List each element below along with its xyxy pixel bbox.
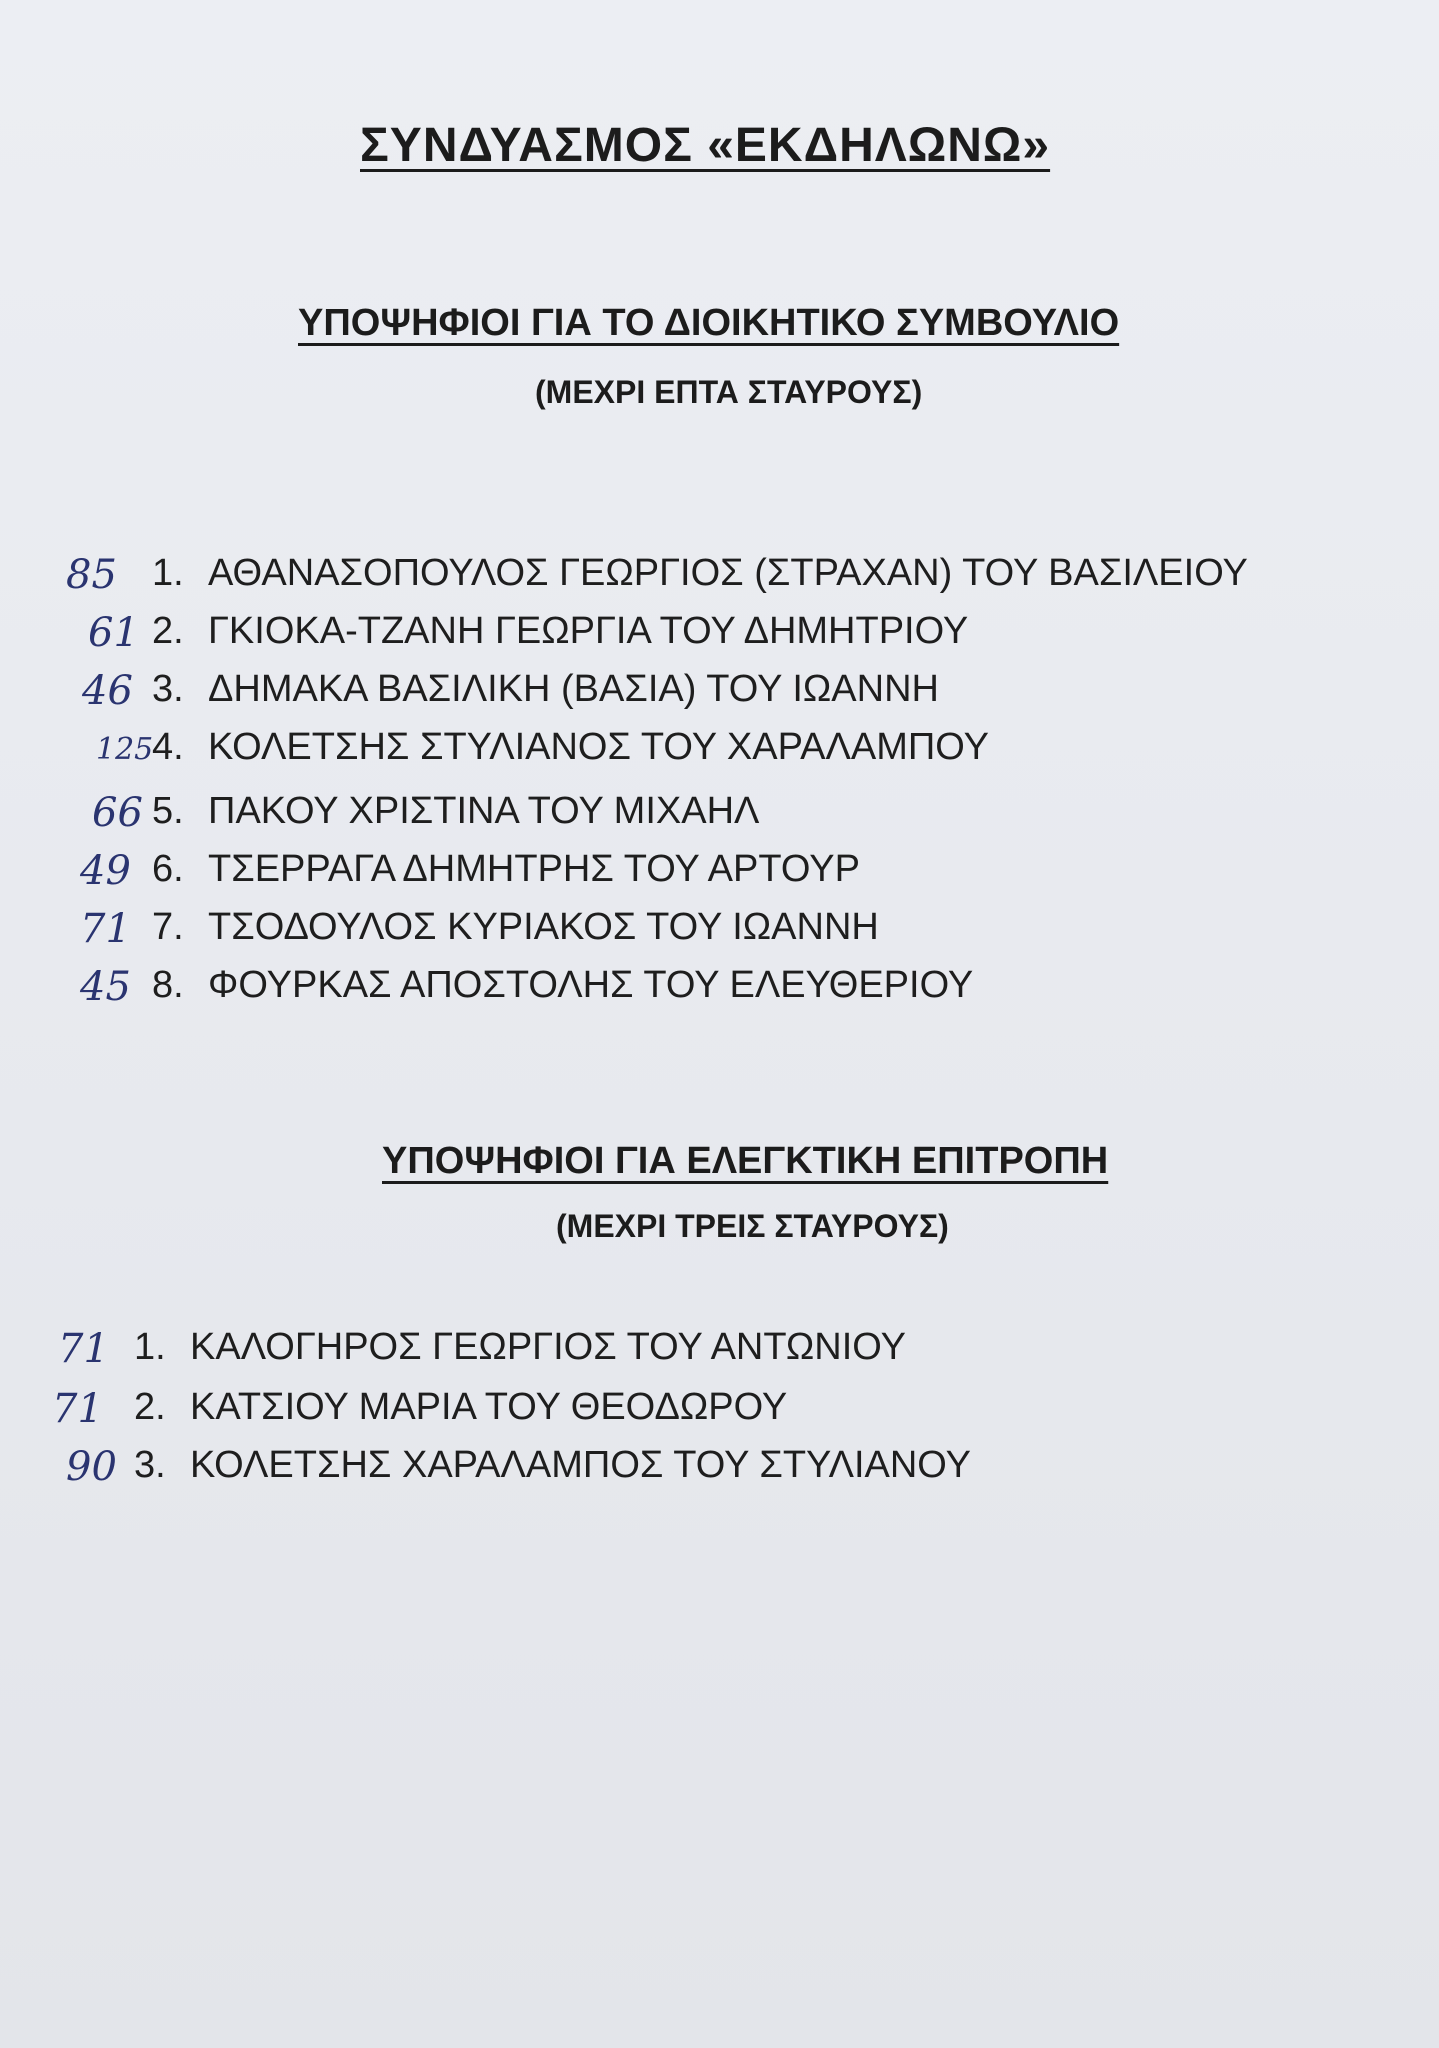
candidate-row <box>152 726 989 769</box>
candidate-name: ΦΟΥΡΚΑΣ ΑΠΟΣΤΟΛΗΣ ΤΟΥ ΕΛΕΥΘΕΡΙΟΥ <box>208 964 974 1006</box>
candidate-name: ΓΚΙΟΚΑ-ΤΖΑΝΗ ΓΕΩΡΓΙΑ ΤΟΥ ΔΗΜΗΤΡΙΟΥ <box>208 610 969 652</box>
candidate-row <box>152 790 759 833</box>
candidate-row <box>152 610 968 653</box>
candidate-number: 1. <box>152 552 184 594</box>
candidate-row <box>134 1444 971 1487</box>
handwritten-vote-count: 71 <box>80 906 131 952</box>
candidate-name: ΚΑΤΣΙΟΥ ΜΑΡΙΑ ΤΟΥ ΘΕΟΔΩΡΟΥ <box>190 1386 788 1428</box>
handwritten-vote-count: 125 <box>96 732 154 767</box>
candidate-row <box>134 1386 787 1429</box>
candidate-name: ΤΣΟΔΟΥΛΟΣ ΚΥΡΙΑΚΟΣ ΤΟΥ ΙΩΑΝΝΗ <box>208 906 879 948</box>
candidate-number: 3. <box>152 668 184 710</box>
candidate-number: 2. <box>152 610 184 652</box>
candidate-name: ΚΑΛΟΓΗΡΟΣ ΓΕΩΡΓΙΟΣ ΤΟΥ ΑΝΤΩΝΙΟΥ <box>190 1326 906 1368</box>
ballot-title: ΣΥΝΔΥΑΣΜΟΣ «ΕΚΔΗΛΩΝΩ» <box>360 119 1051 172</box>
candidate-row <box>152 906 879 949</box>
candidate-row <box>152 848 860 891</box>
candidate-name: ΠΑΚΟΥ ΧΡΙΣΤΙΝΑ ΤΟΥ ΜΙΧΑΗΛ <box>208 790 760 832</box>
candidate-name: ΔΗΜΑΚΑ ΒΑΣΙΛΙΚΗ (ΒΑΣΙΑ) ΤΟΥ ΙΩΑΝΝΗ <box>208 668 939 710</box>
candidate-row <box>152 552 1248 595</box>
handwritten-vote-count: 85 <box>66 552 117 598</box>
handwritten-vote-count: 71 <box>52 1386 103 1432</box>
candidate-number: 5. <box>152 790 184 832</box>
candidate-name: ΑΘΑΝΑΣΟΠΟΥΛΟΣ ΓΕΩΡΓΙΟΣ (ΣΤΡΑΧΑΝ) ΤΟΥ ΒΑΣΙΛΕΙΟΥ <box>208 552 1248 594</box>
audit-section-heading: ΥΠΟΨΗΦΙΟΙ ΓΙΑ ΕΛΕΓΚΤΙΚΗ ΕΠΙΤΡΟΠΗ <box>382 1140 1109 1182</box>
candidate-number: 2. <box>134 1386 166 1428</box>
handwritten-vote-count: 66 <box>92 790 143 836</box>
candidate-name: ΚΟΛΕΤΣΗΣ ΣΤΥΛΙΑΝΟΣ ΤΟΥ ΧΑΡΑΛΑΜΠΟΥ <box>208 726 989 768</box>
candidate-row <box>134 1326 906 1369</box>
handwritten-vote-count: 71 <box>58 1326 109 1372</box>
handwritten-vote-count: 49 <box>80 848 131 894</box>
candidate-row <box>152 668 939 711</box>
audit-section-subheading: (ΜΕΧΡΙ ΤΡΕΙΣ ΣΤΑΥΡΟΥΣ) <box>556 1208 949 1244</box>
candidate-number: 7. <box>152 906 184 948</box>
candidate-number: 8. <box>152 964 184 1006</box>
handwritten-vote-count: 46 <box>82 668 133 714</box>
board-section-heading: ΥΠΟΨΗΦΙΟΙ ΓΙΑ ΤΟ ΔΙΟΙΚΗΤΙΚΟ ΣΥΜΒΟΥΛΙΟ <box>298 302 1120 344</box>
handwritten-vote-count: 90 <box>66 1444 117 1490</box>
handwritten-vote-count: 45 <box>80 964 131 1010</box>
handwritten-vote-count: 61 <box>88 610 139 656</box>
candidate-number: 3. <box>134 1444 166 1486</box>
candidate-number: 1. <box>134 1326 166 1368</box>
board-section-subheading: (ΜΕΧΡΙ ΕΠΤΑ ΣΤΑΥΡΟΥΣ) <box>535 374 923 410</box>
candidate-number: 6. <box>152 848 184 890</box>
candidate-name: ΤΣΕΡΡΑΓΑ ΔΗΜΗΤΡΗΣ ΤΟΥ ΑΡΤΟΥΡ <box>208 848 860 890</box>
candidate-name: ΚΟΛΕΤΣΗΣ ΧΑΡΑΛΑΜΠΟΣ ΤΟΥ ΣΤΥΛΙΑΝΟΥ <box>190 1444 971 1486</box>
candidate-number: 4. <box>152 726 184 768</box>
candidate-row <box>152 964 973 1007</box>
